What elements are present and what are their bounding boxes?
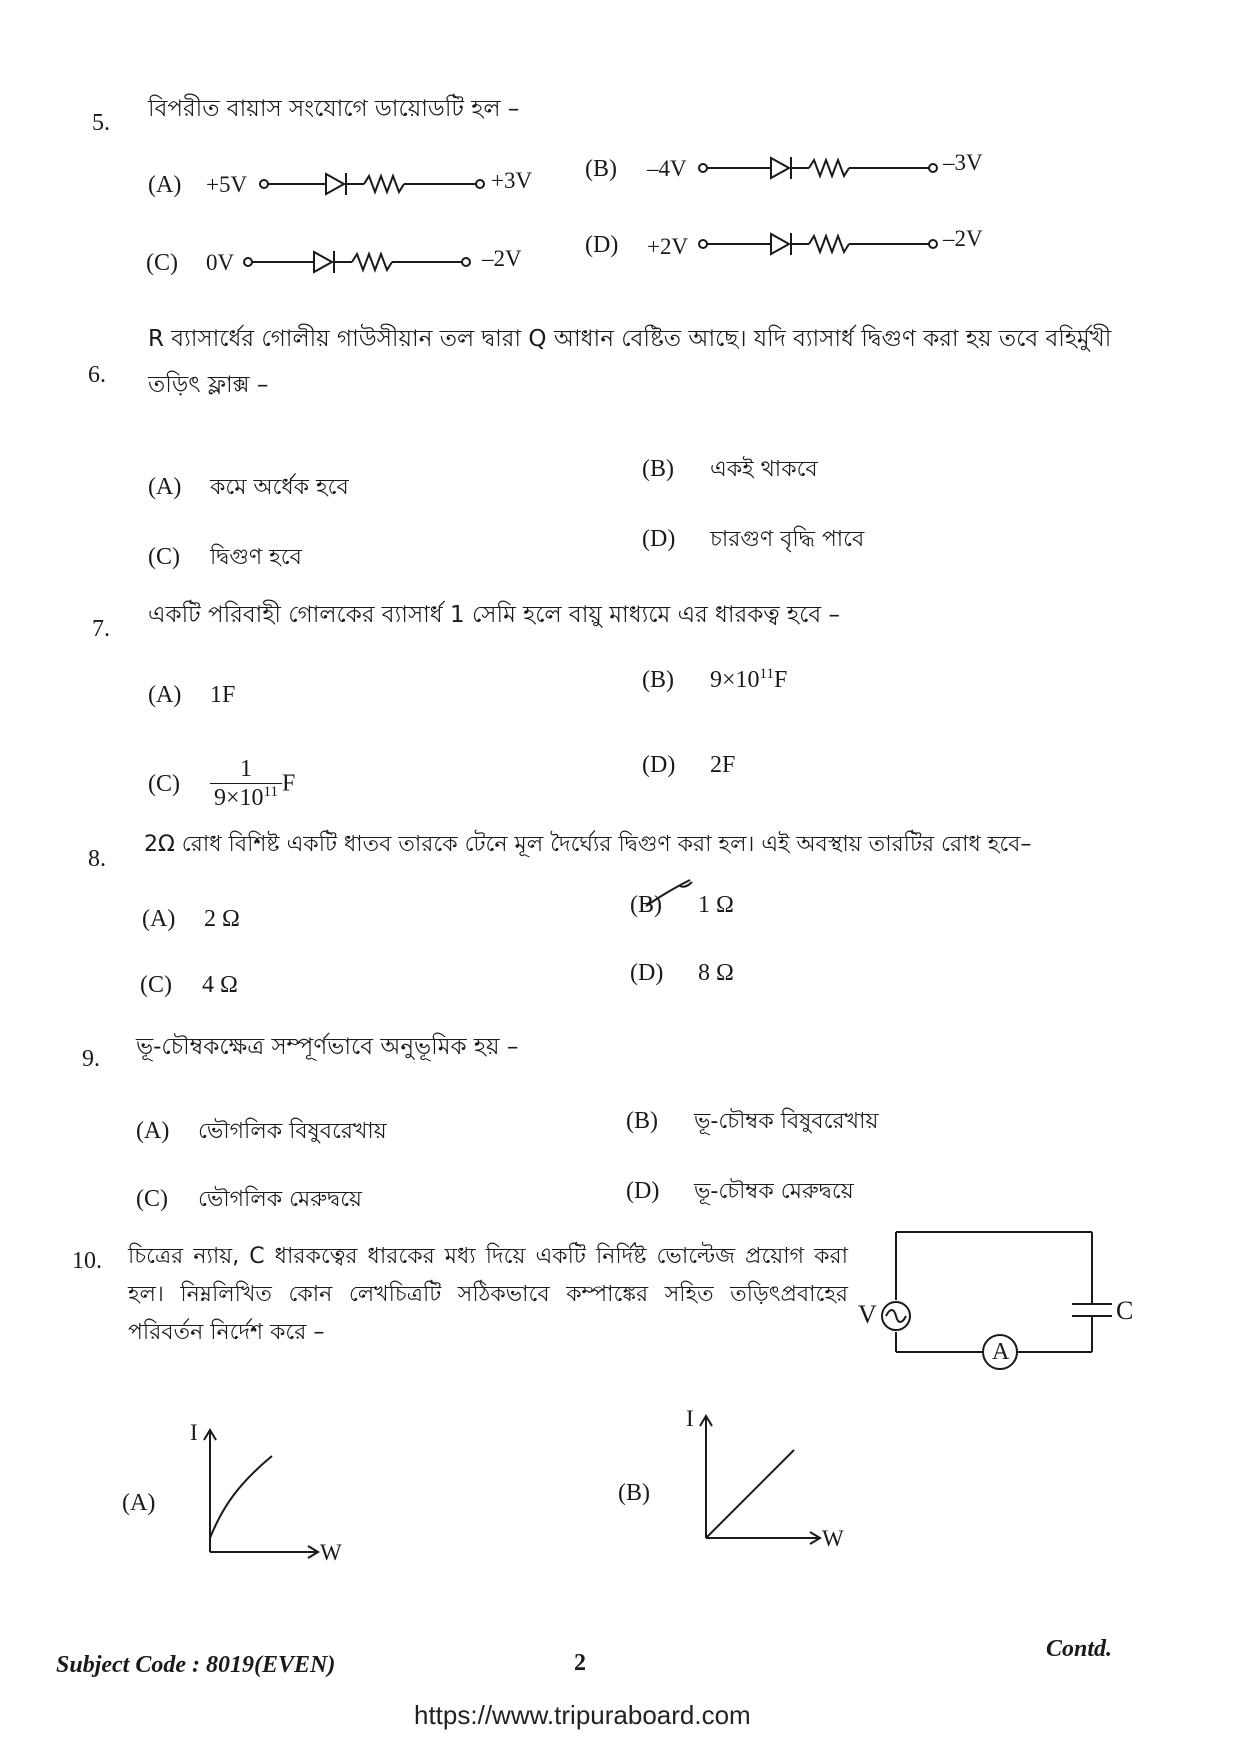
q6-text: R ব্যাসার্ধের গোলীয় গাউসীয়ান তল দ্বারা Q আধান বেষ্টিত আছে। যদি ব্যাসার্ধ দ্বিগুণ করা হয় তবে বহির্মুখী তড়িৎ ফ্লাক্স – [148, 326, 1112, 398]
graph-b-label: (B) [618, 1480, 650, 1506]
q7-number: 7. [92, 616, 110, 642]
option-label: (C) [148, 770, 180, 797]
option-label: (A) [142, 906, 176, 932]
graph-a-y-label: I [190, 1420, 198, 1445]
q10-text: চিত্রের ন্যায়, C ধারকত্বের ধারকের মধ্য দিয়ে একটি নির্দিষ্ট ভোল্টেজ প্রয়োগ করা হল। নিম্নলিখিত কোন লেখচিত্রটি সঠিকভাবে কম্পাঙ্কের সহিত তড়িৎপ্রবাহের পরিবর্তন নির্দেশ করে – [128, 1244, 848, 1345]
option-label: (B) [630, 892, 662, 918]
option-label: (C) [146, 250, 178, 276]
q7-option-a [148, 682, 235, 709]
watermark-url[interactable]: https://www.tripuraboard.com [414, 1700, 751, 1730]
option-label: (B) [585, 156, 617, 182]
graph-b [682, 1406, 862, 1551]
option-label: (A) [148, 172, 182, 198]
graph-a-label: (A) [122, 1490, 156, 1516]
diode-resistor-circuit [242, 242, 482, 282]
q5-option-c [146, 240, 596, 280]
fraction-numerator: 1 [210, 756, 282, 784]
capacitor-label: C [1116, 1296, 1134, 1325]
q6-option-b [642, 452, 818, 489]
handwritten-tick-mark [640, 876, 700, 910]
source-label: V [858, 1300, 877, 1329]
right-voltage: –2V [482, 246, 522, 271]
left-voltage: +2V [647, 234, 689, 259]
option-unit: F [282, 770, 296, 797]
q8-number: 8. [88, 846, 106, 872]
option-text: 2 Ω [204, 906, 240, 932]
q8-option-c [140, 972, 238, 999]
graph-a [186, 1420, 366, 1565]
q10-number: 10. [72, 1248, 102, 1274]
option-label: (D) [642, 526, 676, 552]
right-voltage: –2V [943, 226, 983, 251]
option-text: ভূ-চৌম্বক বিষুবরেখায় [694, 1109, 879, 1134]
option-label: (C) [140, 972, 172, 998]
option-label: (C) [136, 1186, 168, 1212]
q5-number: 5. [92, 110, 110, 136]
option-unit: F [774, 667, 788, 693]
option-label: (A) [148, 474, 182, 500]
ammeter-label: A [992, 1339, 1010, 1365]
option-exponent: 11 [759, 666, 774, 682]
option-label: (D) [642, 752, 676, 778]
q6-number: 6. [88, 362, 106, 388]
q6-option-c [148, 540, 302, 577]
option-label: (B) [642, 667, 674, 693]
option-base: 9×10 [710, 667, 760, 693]
option-label: (A) [136, 1118, 170, 1144]
diode-resistor-circuit [697, 224, 947, 264]
q7-option-c [148, 756, 295, 830]
option-label: (D) [630, 960, 664, 986]
option-label: (A) [148, 682, 182, 708]
graph-a-x-label: W [320, 1540, 342, 1565]
q7-option-b [642, 666, 787, 694]
continued-label: Contd. [1046, 1636, 1113, 1662]
denominator-exponent: 11 [263, 784, 278, 800]
option-text: একই থাকবে [710, 457, 818, 482]
denominator-base: 9×10 [214, 785, 264, 811]
q8-text: 2Ω রোধ বিশিষ্ট একটি ধাতব তারকে টেনে মূল দৈর্ঘ্যের দ্বিগুণ করা হল। এই অবস্থায় তারটির রোধ হবে– [144, 832, 1032, 857]
left-voltage: –4V [647, 156, 687, 181]
subject-code: Subject Code : 8019(EVEN) [56, 1652, 336, 1678]
option-text: দ্বিগুণ হবে [210, 545, 302, 570]
q5-option-a [148, 164, 598, 204]
option-text: 8 Ω [698, 960, 734, 986]
option-label: (B) [626, 1108, 658, 1134]
left-voltage: +5V [206, 172, 248, 197]
q5-option-b [585, 148, 1055, 188]
diode-resistor-circuit [697, 148, 947, 188]
q9-option-c [136, 1182, 362, 1219]
graph-b-axes [682, 1406, 862, 1546]
diode-resistor-circuit [258, 164, 488, 204]
left-voltage: 0V [206, 250, 235, 275]
circuit-wires [850, 1220, 1130, 1380]
fraction-denominator [210, 784, 282, 812]
q5-text: বিপরীত বায়াস সংযোগে ডায়োডটি হল – [148, 96, 520, 122]
graph-b-y-label: I [686, 1406, 694, 1431]
q9-option-b [626, 1104, 878, 1141]
right-voltage: +3V [491, 168, 533, 193]
q8-option-d [630, 960, 734, 987]
q6-option-a [148, 470, 349, 507]
q9-number: 9. [82, 1046, 100, 1072]
graph-b-x-label: W [822, 1526, 844, 1551]
q10-circuit-diagram [850, 1220, 1134, 1380]
q8-option-a [142, 906, 240, 933]
page-number: 2 [574, 1650, 586, 1676]
option-text: ভৌগলিক মেরুদ্বয়ে [198, 1187, 362, 1212]
q6-option-d [642, 522, 864, 559]
graph-a-curve [210, 1456, 272, 1538]
option-text: ভূ-চৌম্বক মেরুদ্বয়ে [694, 1179, 854, 1204]
option-text: 2F [710, 752, 736, 778]
option-text: 1 Ω [698, 892, 734, 918]
q9-text: ভূ-চৌম্বকক্ষেত্র সম্পূর্ণভাবে অনুভূমিক হয় – [136, 1034, 519, 1060]
option-label: (B) [642, 456, 674, 482]
option-text: 4 Ω [202, 972, 238, 998]
option-label: (C) [148, 544, 180, 570]
graph-b-line [706, 1450, 794, 1538]
option-text: চারগুণ বৃদ্ধি পাবে [710, 527, 865, 552]
graph-a-axes [186, 1420, 366, 1560]
option-text: কমে অর্ধেক হবে [210, 475, 349, 500]
right-voltage: –3V [943, 150, 983, 175]
option-text: ভৌগলিক বিষুবরেখায় [198, 1119, 387, 1144]
option-label: (D) [626, 1178, 660, 1204]
q5-option-d [585, 224, 1055, 264]
option-label: (D) [585, 232, 619, 258]
q7-option-d [642, 752, 735, 779]
option-text: 1F [210, 682, 236, 708]
q7-text: একটি পরিবাহী গোলকের ব্যাসার্ধ 1 সেমি হলে বায়ু মাধ্যমে এর ধারকত্ব হবে – [148, 602, 840, 628]
q9-option-a [136, 1114, 387, 1151]
fraction [210, 756, 282, 812]
q9-option-d [626, 1174, 854, 1211]
